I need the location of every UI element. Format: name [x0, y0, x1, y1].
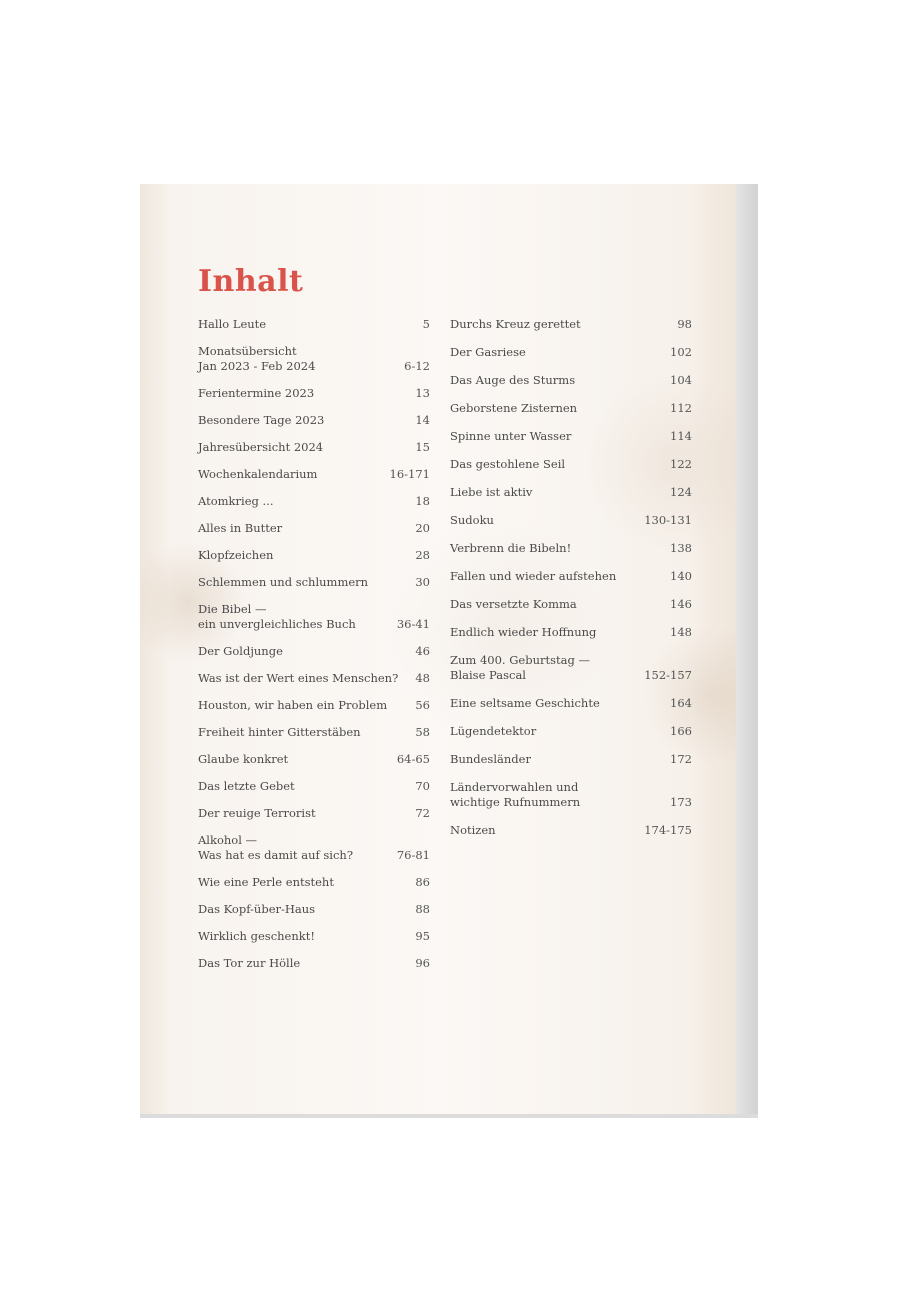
toc-entry: [198, 548, 430, 563]
toc-entry: [450, 724, 692, 739]
toc-entry-page: 174-175: [644, 823, 692, 837]
toc-entry-page: 164: [670, 696, 692, 710]
toc-entry-page: 104: [670, 373, 692, 387]
toc-entry-title: Wochenkalendarium: [198, 467, 318, 481]
page-edge: [736, 184, 758, 1114]
toc-entry-title: Monatsübersicht Jan 2023 - Feb 2024: [198, 344, 316, 373]
toc-entry: [198, 344, 430, 374]
book-page: [140, 184, 736, 1114]
toc-entry-title: Eine seltsame Geschichte: [450, 696, 600, 710]
toc-entry-title: Hallo Leute: [198, 317, 267, 331]
toc-entry-page: 36-41: [396, 617, 430, 631]
toc-entry-page: 15: [415, 440, 430, 454]
toc-entry: [450, 569, 692, 584]
toc-entry-title: Alkohol — Was hat es damit auf sich?: [198, 833, 353, 862]
toc-entry-title: Spinne unter Wasser: [450, 429, 572, 443]
toc-entry-page: 124: [670, 485, 692, 499]
toc-entry-page: 102: [670, 345, 692, 359]
toc-entry-title: Endlich wieder Hoffnung: [450, 625, 597, 639]
toc-entry-title: Lügendetektor: [450, 724, 537, 738]
toc-entry-title: Wie eine Perle entsteht: [198, 875, 334, 889]
toc-entry: [198, 875, 430, 890]
toc-entry-title: Geborstene Zisternen: [450, 401, 578, 415]
toc-entry: [450, 541, 692, 556]
toc-entry-page: 20: [415, 521, 430, 535]
toc-entry-page: 16-171: [389, 467, 430, 481]
toc-entry-page: 146: [670, 597, 692, 611]
toc-entry: [450, 597, 692, 612]
toc-entry: [198, 671, 430, 686]
toc-entry: [198, 644, 430, 659]
toc-entry: [198, 698, 430, 713]
toc-entry-title: Jahresübersicht 2024: [198, 440, 324, 454]
toc-entry-title: Freiheit hinter Gitterstäben: [198, 725, 361, 739]
toc-column-right: [450, 317, 692, 851]
toc-entry: [450, 373, 692, 388]
toc-entry-title: Bundesländer: [450, 752, 531, 766]
toc-entry-title: Das gestohlene Seil: [450, 457, 566, 471]
toc-entry: [450, 752, 692, 767]
toc-column-left: [198, 317, 430, 983]
toc-entry-title: Sudoku: [450, 513, 494, 527]
toc-entry-page: 130-131: [644, 513, 692, 527]
toc-entry: [198, 440, 430, 455]
toc-entry-title: Das letzte Gebet: [198, 779, 295, 793]
toc-entry-title: Das Auge des Sturms: [450, 373, 576, 387]
toc-entry-page: 70: [415, 779, 430, 793]
toc-entry-title: Klopfzeichen: [198, 548, 274, 562]
toc-entry-page: 18: [415, 494, 430, 508]
toc-entry-title: Besondere Tage 2023: [198, 413, 325, 427]
toc-entry: [198, 575, 430, 590]
toc-entry: [450, 485, 692, 500]
toc-entry-page: 138: [670, 541, 692, 555]
toc-entry-page: 76-81: [396, 848, 430, 862]
toc-entry-title: Glaube konkret: [198, 752, 289, 766]
toc-entry: [450, 780, 692, 810]
toc-entry-title: Atomkrieg ...: [198, 494, 274, 508]
toc-entry: [198, 494, 430, 509]
page-bottom-edge: [140, 1114, 758, 1118]
toc-entry-title: Das Tor zur Hölle: [198, 956, 301, 970]
toc-entry: [450, 401, 692, 416]
toc-entry-page: 46: [415, 644, 430, 658]
toc-entry-page: 13: [415, 386, 430, 400]
toc-entry-page: 30: [415, 575, 430, 589]
toc-entry-page: 98: [677, 317, 692, 331]
toc-entry: [450, 696, 692, 711]
toc-entry: [198, 929, 430, 944]
toc-entry: [198, 467, 430, 482]
toc-entry: [450, 317, 692, 332]
toc-entry: [198, 521, 430, 536]
toc-entry-title: Ländervorwahlen und wichtige Rufnummern: [450, 780, 581, 809]
toc-entry-title: Notizen: [450, 823, 496, 837]
toc-entry: [198, 317, 430, 332]
toc-entry-page: 64-65: [396, 752, 430, 766]
toc-entry-title: Alles in Butter: [198, 521, 283, 535]
toc-entry-title: Der Gasriese: [450, 345, 526, 359]
toc-entry-page: 172: [670, 752, 692, 766]
toc-entry-title: Ferientermine 2023: [198, 386, 315, 400]
toc-entry: [198, 386, 430, 401]
toc-entry-page: 14: [415, 413, 430, 427]
toc-entry: [198, 725, 430, 740]
toc-entry-title: Houston, wir haben ein Problem: [198, 698, 388, 712]
toc-entry: [450, 429, 692, 444]
toc-entry-page: 114: [670, 429, 692, 443]
toc-entry-title: Wirklich geschenkt!: [198, 929, 315, 943]
toc-entry: [198, 806, 430, 821]
toc-entry-title: Die Bibel — ein unvergleichliches Buch: [198, 602, 356, 631]
toc-entry-page: 86: [415, 875, 430, 889]
toc-entry-page: 96: [415, 956, 430, 970]
toc-entry-page: 166: [670, 724, 692, 738]
toc-entry-page: 140: [670, 569, 692, 583]
toc-entry: [450, 653, 692, 683]
toc-entry: [450, 345, 692, 360]
toc-entry-page: 48: [415, 671, 430, 685]
toc-entry-page: 152-157: [644, 668, 692, 682]
toc-entry-title: Fallen und wieder aufstehen: [450, 569, 617, 583]
toc-entry-title: Liebe ist aktiv: [450, 485, 533, 499]
toc-entry-page: 72: [415, 806, 430, 820]
toc-entry-page: 148: [670, 625, 692, 639]
page-title: Inhalt: [198, 264, 304, 299]
toc-entry-title: Schlemmen und schlummern: [198, 575, 369, 589]
toc-entry-title: Das versetzte Komma: [450, 597, 577, 611]
toc-entry-title: Was ist der Wert eines Menschen?: [198, 671, 399, 685]
toc-entry: [198, 902, 430, 917]
toc-entry: [450, 823, 692, 838]
toc-entry: [198, 833, 430, 863]
toc-entry-title: Das Kopf-über-Haus: [198, 902, 316, 916]
toc-entry-page: 28: [415, 548, 430, 562]
toc-entry: [450, 625, 692, 640]
toc-entry: [198, 779, 430, 794]
toc-entry: [450, 457, 692, 472]
toc-entry: [198, 413, 430, 428]
toc-entry-page: 95: [415, 929, 430, 943]
toc-entry-title: Durchs Kreuz gerettet: [450, 317, 581, 331]
toc-entry-page: 6-12: [404, 359, 430, 373]
toc-entry-title: Verbrenn die Bibeln!: [450, 541, 572, 555]
toc-entry-title: Der reuige Terrorist: [198, 806, 316, 820]
toc-entry: [198, 602, 430, 632]
toc-entry-page: 56: [415, 698, 430, 712]
toc-entry-page: 122: [670, 457, 692, 471]
toc-entry-title: Zum 400. Geburtstag — Blaise Pascal: [450, 653, 590, 682]
toc-entry-page: 58: [415, 725, 430, 739]
toc-entry: [450, 513, 692, 528]
toc-entry: [198, 956, 430, 971]
toc-entry-page: 88: [415, 902, 430, 916]
toc-entry-title: Der Goldjunge: [198, 644, 283, 658]
toc-entry-page: 5: [422, 317, 430, 331]
toc-entry-page: 112: [670, 401, 692, 415]
toc-entry-page: 173: [670, 795, 692, 809]
toc-entry: [198, 752, 430, 767]
